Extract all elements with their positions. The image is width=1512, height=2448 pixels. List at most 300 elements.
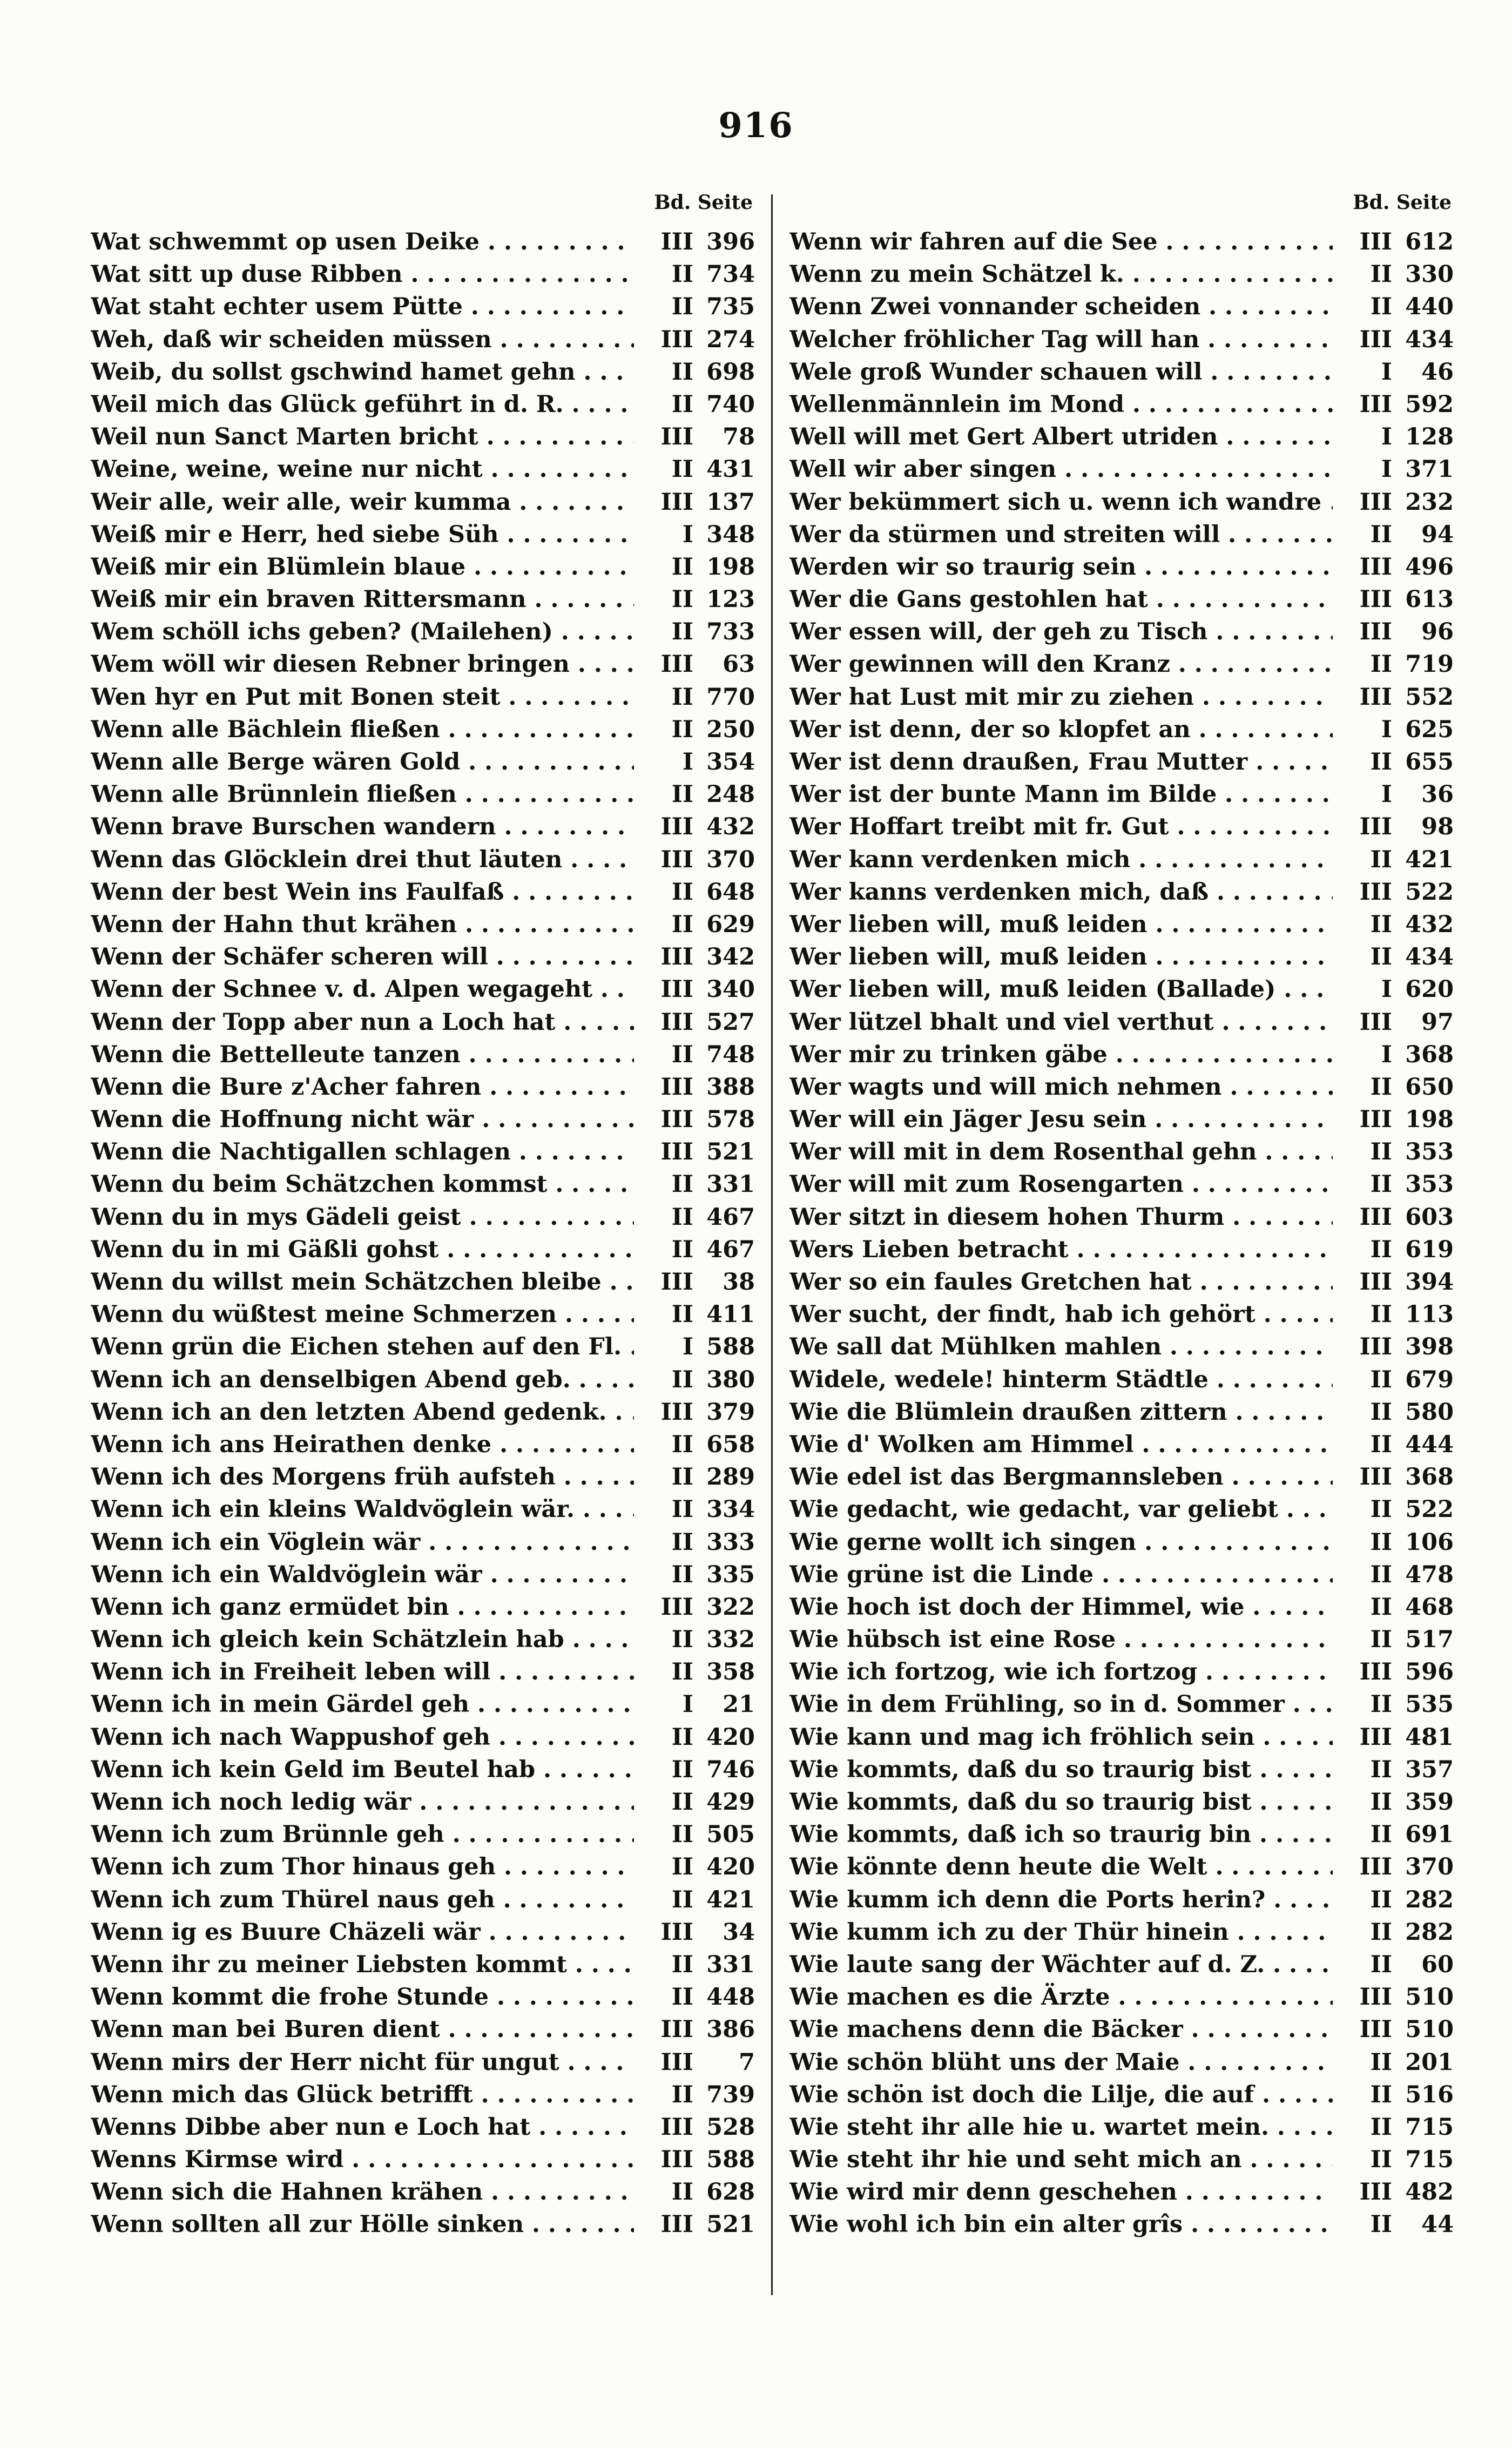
index-entry (91, 1656, 755, 1688)
entry-title: Wenn der best Wein ins Faulfaß . . . (91, 876, 634, 908)
entry-page: 386 (701, 2013, 755, 2046)
entry-page: 740 (701, 388, 755, 421)
index-entry (789, 1201, 1454, 1233)
entry-title: Wer kann verdenken mich . . . (789, 844, 1333, 876)
column-header-right: Bd. Seite (1353, 191, 1452, 214)
entry-page: 289 (701, 1461, 755, 1493)
index-entry (789, 1298, 1454, 1331)
index-entry (91, 1331, 755, 1363)
index-entry (789, 1559, 1454, 1591)
entry-volume: II (634, 1656, 701, 1688)
entry-page: 429 (701, 1786, 755, 1818)
entry-volume: III (634, 2208, 701, 2241)
index-entry (91, 1136, 755, 1168)
entry-title: Weil nun Sanct Marten bricht . . . (91, 421, 634, 453)
entry-volume: III (634, 2013, 701, 2046)
entry-title: Wer kanns verdenken mich, daß . . . (789, 876, 1333, 908)
entry-volume: III (1333, 323, 1400, 356)
entry-volume: II (634, 1298, 701, 1331)
entry-volume: III (634, 973, 701, 1006)
entry-volume: II (1333, 941, 1400, 973)
index-entry (789, 1981, 1454, 2013)
entry-page: 596 (1400, 1656, 1454, 1688)
entry-volume: III (634, 648, 701, 680)
entry-title: Wenn grün die Eichen stehen auf den Fl. . . . (91, 1331, 634, 1363)
index-entry (91, 2176, 755, 2208)
index-entry (789, 1493, 1454, 1526)
index-entry (789, 876, 1454, 908)
entry-volume: I (1333, 973, 1400, 1006)
entry-title: Weiß mir ein Blümlein blaue . . . (91, 551, 634, 583)
index-entry (91, 1721, 755, 1754)
entry-page: 123 (701, 583, 755, 616)
entry-title: Wer hat Lust mit mir zu ziehen . . . (789, 681, 1333, 713)
entry-page: 358 (701, 1656, 755, 1688)
entry-title: Wenn der Hahn thut krähen . . . (91, 908, 634, 941)
entry-title: Wenn der Topp aber nun a Loch hat . . . (91, 1006, 634, 1038)
entry-title: Wenn ich des Morgens früh aufsteh . . . (91, 1461, 634, 1493)
index-entry (91, 1006, 755, 1038)
entry-title: Wer sucht, der findt, hab ich gehört . . . (789, 1298, 1333, 1331)
index-entry (789, 1656, 1454, 1688)
entry-title: Weiß mir e Herr, hed siebe Süh . . . (91, 518, 634, 551)
entry-page: 592 (1400, 388, 1454, 421)
entry-page: 322 (701, 1591, 755, 1623)
index-entry (789, 941, 1454, 973)
entry-volume: II (634, 551, 701, 583)
entry-volume: III (634, 1071, 701, 1103)
entry-page: 379 (701, 1396, 755, 1428)
index-entry (91, 876, 755, 908)
index-entry (91, 1428, 755, 1461)
entry-page: 388 (701, 1071, 755, 1103)
entry-page: 333 (701, 1526, 755, 1559)
entry-volume: II (634, 453, 701, 485)
index-entry (789, 1071, 1454, 1103)
index-entry (91, 226, 755, 258)
entry-volume: II (634, 1461, 701, 1493)
entry-title: Wie kumm ich denn die Ports herin? . . . (789, 1884, 1333, 1916)
index-entry (91, 1298, 755, 1331)
entry-page: 96 (1400, 616, 1454, 648)
entry-page: 655 (1400, 746, 1454, 778)
index-entry (91, 1948, 755, 1981)
entry-volume: III (1333, 1461, 1400, 1493)
entry-volume: II (634, 1428, 701, 1461)
entry-volume: I (634, 518, 701, 551)
entry-page: 201 (1400, 2046, 1454, 2079)
entry-title: Wer lieben will, muß leiden (Ballade) . . . (789, 973, 1333, 1006)
entry-volume: III (1333, 616, 1400, 648)
entry-title: Wie die Blümlein draußen zittern . . . (789, 1396, 1333, 1428)
entry-title: Well will met Gert Albert utriden . . . (789, 421, 1333, 453)
entry-title: Wer ist der bunte Mann im Bilde . . . (789, 778, 1333, 811)
index-entry (91, 291, 755, 323)
entry-title: Weil mich das Glück geführt in d. R. . . . (91, 388, 634, 421)
entry-title: Wen hyr en Put mit Bonen steit . . . (91, 681, 634, 713)
entry-page: 746 (701, 1754, 755, 1786)
index-entry (91, 421, 755, 453)
entry-title: Wie machen es die Ärzte . . . (789, 1981, 1333, 2013)
entry-title: Wenn die Bettelleute tanzen . . . (91, 1038, 634, 1071)
entry-title: Wenn ich an den letzten Abend gedenk. . . . (91, 1396, 634, 1428)
entry-volume: II (634, 713, 701, 746)
entry-page: 715 (1400, 2111, 1454, 2143)
entry-page: 232 (1400, 486, 1454, 518)
entry-volume: II (1333, 746, 1400, 778)
entry-volume: III (1333, 2176, 1400, 2208)
index-entry (91, 2208, 755, 2241)
index-entry (91, 941, 755, 973)
entry-title: Wem wöll wir diesen Rebner bringen . . . (91, 648, 634, 680)
entry-page: 535 (1400, 1688, 1454, 1721)
entry-title: Wenn sollten all zur Hölle sinken . . . (91, 2208, 634, 2241)
entry-volume: II (1333, 1298, 1400, 1331)
entry-page: 510 (1400, 2013, 1454, 2046)
entry-title: Weir alle, weir alle, weir kumma . . . (91, 486, 634, 518)
index-entry (789, 1851, 1454, 1883)
entry-page: 521 (701, 2208, 755, 2241)
entry-page: 248 (701, 778, 755, 811)
entry-page: 34 (701, 1916, 755, 1948)
entry-page: 368 (1400, 1038, 1454, 1071)
index-entry (789, 1591, 1454, 1623)
entry-volume: II (634, 681, 701, 713)
entry-volume: III (1333, 1851, 1400, 1883)
entry-page: 516 (1400, 2079, 1454, 2111)
entry-page: 444 (1400, 1428, 1454, 1461)
entry-page: 719 (1400, 648, 1454, 680)
entry-title: Wer da stürmen und streiten will . . . (789, 518, 1333, 551)
entry-page: 505 (701, 1818, 755, 1851)
entry-title: Wenn ich zum Thor hinaus geh . . . (91, 1851, 634, 1883)
entry-title: Weib, du sollst gschwind hamet gehn . . . (91, 356, 634, 388)
entry-page: 733 (701, 616, 755, 648)
entry-volume: I (1333, 421, 1400, 453)
index-entry (789, 1331, 1454, 1363)
index-entry (91, 388, 755, 421)
entry-page: 468 (1400, 1591, 1454, 1623)
entry-volume: III (1333, 1103, 1400, 1136)
entry-volume: II (1333, 2208, 1400, 2241)
entry-volume: II (634, 1721, 701, 1754)
entry-volume: II (634, 1526, 701, 1559)
index-entry (91, 1233, 755, 1266)
entry-page: 36 (1400, 778, 1454, 811)
index-entry (789, 616, 1454, 648)
entry-page: 658 (701, 1428, 755, 1461)
entry-title: Wenn die Nachtigallen schlagen . . . (91, 1136, 634, 1168)
entry-volume: II (634, 1851, 701, 1883)
entry-title: Wenn ihr zu meiner Liebsten kommt . . . (91, 1948, 634, 1981)
entry-volume: III (1333, 1331, 1400, 1363)
entry-page: 340 (701, 973, 755, 1006)
entry-page: 348 (701, 518, 755, 551)
entry-page: 440 (1400, 291, 1454, 323)
entry-page: 629 (701, 908, 755, 941)
index-entry (789, 1948, 1454, 1981)
entry-title: Wer will mit zum Rosengarten . . . (789, 1168, 1333, 1201)
entry-volume: III (634, 226, 701, 258)
entry-page: 63 (701, 648, 755, 680)
entry-title: Wer will mit in dem Rosenthal gehn . . . (789, 1136, 1333, 1168)
entry-title: Wer ist denn, der so klopfet an . . . (789, 713, 1333, 746)
entry-title: Wer essen will, der geh zu Tisch . . . (789, 616, 1333, 648)
index-entry (789, 323, 1454, 356)
entry-page: 420 (701, 1851, 755, 1883)
entry-volume: II (634, 1981, 701, 2013)
entry-page: 715 (1400, 2143, 1454, 2176)
entry-volume: II (634, 1754, 701, 1786)
index-entry (91, 1818, 755, 1851)
entry-volume: II (1333, 2079, 1400, 2111)
entry-volume: III (1333, 811, 1400, 843)
entry-volume: III (1333, 486, 1400, 518)
entry-volume: II (1333, 2046, 1400, 2079)
entry-title: Wenn ich nach Wappushof geh . . . (91, 1721, 634, 1754)
entry-volume: II (1333, 1396, 1400, 1428)
index-entry (789, 226, 1454, 258)
entry-volume: II (634, 908, 701, 941)
entry-volume: II (634, 1884, 701, 1916)
entry-page: 371 (1400, 453, 1454, 485)
entry-page: 496 (1400, 551, 1454, 583)
entry-volume: II (1333, 2111, 1400, 2143)
index-entry (789, 2176, 1454, 2208)
index-entry (789, 844, 1454, 876)
page-number: 916 (718, 105, 794, 146)
entry-page: 198 (1400, 1103, 1454, 1136)
entry-title: Wenn du beim Schätzchen kommst . . . (91, 1168, 634, 1201)
entry-page: 734 (701, 258, 755, 291)
index-entry (91, 1038, 755, 1071)
index-entry (789, 1623, 1454, 1656)
index-entry (91, 1071, 755, 1103)
entry-page: 370 (701, 844, 755, 876)
index-entry (91, 844, 755, 876)
entry-volume: II (1333, 1168, 1400, 1201)
entry-volume: III (634, 1103, 701, 1136)
entry-volume: II (1333, 291, 1400, 323)
entry-page: 420 (701, 1721, 755, 1754)
index-entry (789, 2208, 1454, 2241)
entry-page: 44 (1400, 2208, 1454, 2241)
entry-volume: III (634, 323, 701, 356)
entry-title: Wenn alle Berge wären Gold . . . (91, 746, 634, 778)
entry-volume: II (1333, 1688, 1400, 1721)
entry-title: Wenn der Schäfer scheren will . . . (91, 941, 634, 973)
entry-page: 625 (1400, 713, 1454, 746)
index-entry (91, 648, 755, 680)
entry-page: 648 (701, 876, 755, 908)
entry-page: 394 (1400, 1266, 1454, 1298)
entry-page: 106 (1400, 1526, 1454, 1559)
index-entry (789, 1428, 1454, 1461)
entry-title: Wenn man bei Buren dient . . . (91, 2013, 634, 2046)
entry-volume: II (634, 876, 701, 908)
entry-title: Wie machens denn die Bäcker . . . (789, 2013, 1333, 2046)
entry-volume: III (1333, 1006, 1400, 1038)
entry-page: 411 (701, 1298, 755, 1331)
entry-volume: II (1333, 2143, 1400, 2176)
entry-page: 603 (1400, 1201, 1454, 1233)
entry-title: Wenn sich die Hahnen krähen . . . (91, 2176, 634, 2208)
entry-volume: II (634, 583, 701, 616)
entry-page: 60 (1400, 1948, 1454, 1981)
entry-page: 613 (1400, 583, 1454, 616)
entry-title: Wenn du willst mein Schätzchen bleibe . . . (91, 1266, 634, 1298)
entry-title: Wer mir zu trinken gäbe . . . (789, 1038, 1333, 1071)
entry-title: Weh, daß wir scheiden müssen . . . (91, 323, 634, 356)
index-entry (91, 973, 755, 1006)
entry-volume: II (634, 1233, 701, 1266)
index-entry (91, 453, 755, 485)
entry-volume: III (634, 1006, 701, 1038)
index-entry (789, 1688, 1454, 1721)
entry-title: Wer lützel bhalt und viel verthut . . . (789, 1006, 1333, 1038)
index-list-left (91, 226, 755, 2241)
entry-page: 353 (1400, 1136, 1454, 1168)
entry-title: Wie grüne ist die Linde . . . (789, 1559, 1333, 1591)
index-entry (91, 908, 755, 941)
index-entry (789, 1364, 1454, 1396)
entry-page: 282 (1400, 1884, 1454, 1916)
entry-volume: III (1333, 1981, 1400, 2013)
index-entry (91, 583, 755, 616)
entry-volume: III (1333, 551, 1400, 583)
entry-title: Wenn ich ein kleins Waldvöglein wär. . . . (91, 1493, 634, 1526)
entry-page: 521 (701, 1136, 755, 1168)
index-entry (789, 908, 1454, 941)
entry-page: 735 (701, 291, 755, 323)
entry-page: 359 (1400, 1786, 1454, 1818)
entry-title: Wie gerne wollt ich singen . . . (789, 1526, 1333, 1559)
entry-volume: II (1333, 1786, 1400, 1818)
index-entry (91, 1559, 755, 1591)
entry-volume: III (634, 1396, 701, 1428)
entry-volume: I (634, 1331, 701, 1363)
entry-title: Well wir aber singen . . . (789, 453, 1333, 485)
index-entry (789, 1721, 1454, 1754)
entry-volume: III (1333, 876, 1400, 908)
entry-volume: II (634, 1493, 701, 1526)
entry-volume: II (1333, 1754, 1400, 1786)
entry-page: 580 (1400, 1396, 1454, 1428)
entry-volume: I (1333, 778, 1400, 811)
entry-title: Wie gedacht, wie gedacht, var geliebt . . . (789, 1493, 1333, 1526)
index-entry (789, 1396, 1454, 1428)
entry-volume: II (1333, 1233, 1400, 1266)
entry-title: Wat schwemmt op usen Deike . . . (91, 226, 634, 258)
entry-page: 331 (701, 1168, 755, 1201)
entry-page: 434 (1400, 941, 1454, 973)
entry-page: 448 (701, 1981, 755, 2013)
entry-title: Wenn ich ein Vöglein wär . . . (91, 1526, 634, 1559)
entry-volume: II (1333, 1559, 1400, 1591)
entry-volume: II (634, 388, 701, 421)
entry-title: Wers Lieben betracht . . . (789, 1233, 1333, 1266)
entry-volume: III (634, 844, 701, 876)
index-entry (789, 1266, 1454, 1298)
index-column-left (91, 189, 755, 2241)
entry-title: Wenns Kirmse wird . . . (91, 2143, 634, 2176)
entry-title: Wie wird mir denn geschehen . . . (789, 2176, 1333, 2208)
entry-page: 588 (701, 1331, 755, 1363)
entry-page: 691 (1400, 1818, 1454, 1851)
entry-page: 698 (701, 356, 755, 388)
entry-title: Wenn ich noch ledig wär . . . (91, 1786, 634, 1818)
entry-page: 528 (701, 2111, 755, 2143)
index-entry (789, 1754, 1454, 1786)
entry-volume: II (1333, 1916, 1400, 1948)
index-entry (91, 1851, 755, 1883)
entry-page: 353 (1400, 1168, 1454, 1201)
index-entry (789, 1884, 1454, 1916)
entry-volume: II (634, 1168, 701, 1201)
entry-page: 94 (1400, 518, 1454, 551)
index-entry (91, 1396, 755, 1428)
entry-page: 467 (701, 1233, 755, 1266)
entry-title: Welcher fröhlicher Tag will han . . . (789, 323, 1333, 356)
entry-title: Wer die Gans gestohlen hat . . . (789, 583, 1333, 616)
entry-page: 38 (701, 1266, 755, 1298)
entry-title: Wat staht echter usem Pütte . . . (91, 291, 634, 323)
entry-title: Wenns Dibbe aber nun e Loch hat . . . (91, 2111, 634, 2143)
entry-title: Wer gewinnen will den Kranz . . . (789, 648, 1333, 680)
index-entry (789, 2013, 1454, 2046)
entry-page: 748 (701, 1038, 755, 1071)
entry-volume: III (1333, 681, 1400, 713)
entry-title: Wie steht ihr alle hie u. wartet mein. . . . (789, 2111, 1333, 2143)
entry-title: Wie kommts, daß du so traurig bist . . . (789, 1754, 1333, 1786)
index-entry (789, 1103, 1454, 1136)
index-entry (91, 1168, 755, 1201)
entry-volume: III (1333, 1201, 1400, 1233)
entry-volume: II (1333, 1493, 1400, 1526)
index-entry (789, 2079, 1454, 2111)
entry-title: Wenn mich das Glück betrifft . . . (91, 2079, 634, 2111)
entry-volume: III (634, 1591, 701, 1623)
entry-volume: III (634, 1136, 701, 1168)
entry-volume: III (634, 2143, 701, 2176)
entry-title: Wenn die Bure z'Acher fahren . . . (91, 1071, 634, 1103)
index-entry (789, 1526, 1454, 1559)
entry-volume: II (1333, 1884, 1400, 1916)
index-entry (789, 811, 1454, 843)
index-entry (789, 1038, 1454, 1071)
index-column-right (789, 189, 1454, 2241)
index-entry (91, 486, 755, 518)
entry-volume: II (634, 1818, 701, 1851)
entry-page: 368 (1400, 1461, 1454, 1493)
entry-page: 357 (1400, 1754, 1454, 1786)
entry-title: Wie kommts, daß du so traurig bist . . . (789, 1786, 1333, 1818)
entry-volume: III (634, 2046, 701, 2079)
entry-volume: II (634, 1201, 701, 1233)
entry-title: Wie schön ist doch die Lilje, die auf . . . (789, 2079, 1333, 2111)
index-entry (789, 486, 1454, 518)
entry-title: Wer wagts und will mich nehmen . . . (789, 1071, 1333, 1103)
entry-title: Wenn ich zum Brünnle geh . . . (91, 1818, 634, 1851)
entry-page: 98 (1400, 811, 1454, 843)
entry-volume: II (634, 291, 701, 323)
entry-title: Wenn ich gleich kein Schätzlein hab . . . (91, 1623, 634, 1656)
index-entry (789, 1168, 1454, 1201)
index-entry (91, 1103, 755, 1136)
index-entry (789, 421, 1454, 453)
entry-volume: II (634, 1364, 701, 1396)
index-entry (789, 1233, 1454, 1266)
